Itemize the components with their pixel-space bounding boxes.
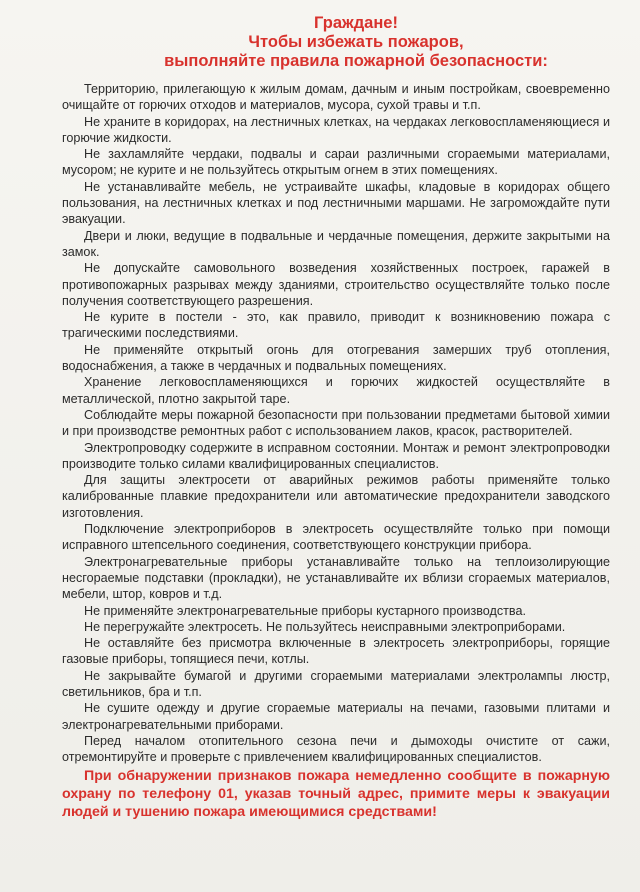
rule-paragraph: Не сушите одежду и другие сгораемые материалы на печами, газовыми плитами и электронагревательными приборами.	[62, 701, 610, 732]
rules-list	[62, 81, 610, 765]
rule-paragraph: Двери и люки, ведущие в подвальные и чердачные помещения, держите закрытыми на замок.	[62, 228, 610, 259]
rule-paragraph: Хранение легковоспламеняющихся и горючих жидкостей осуществляйте в металлической, плотно закрытой таре.	[62, 375, 610, 406]
rule-paragraph: Не допускайте самовольного возведения хозяйственных построек, гаражей в противопожарных разрывах между зданиями, строительство осуществляйте только после получения соответствующего разрешения.	[62, 261, 610, 308]
rule-paragraph: Не захламляйте чердаки, подвалы и сараи различными сгораемыми материалами, мусором; не курите и не пользуйтесь открытым огнем в этих помещениях.	[62, 147, 610, 178]
rule-paragraph: Территорию, прилегающую к жилым домам, дачным и иным постройкам, своевременно очищайте от горючих отходов и материалов, мусора, сухой травы и т.п.	[62, 82, 610, 113]
rule-paragraph: Не применяйте электронагревательные приборы кустарного производства.	[84, 603, 526, 618]
header-line-3: выполняйте правила пожарной безопасности:	[164, 52, 548, 70]
rule-paragraph: Не перегружайте электросеть. Не пользуйтесь неисправными электроприборами.	[84, 619, 566, 634]
rule-paragraph: Для защиты электросети от аварийных режимов работы применяйте только калиброванные плавкие предохранители или автоматические предохранители заводского изготовления.	[62, 473, 610, 520]
rule-paragraph: Электронагревательные приборы устанавливайте только на теплоизолирующие несгораемые подставки (прокладки), не устанавливайте их вблизи сгораемых материалов, мебели, штор, ковров и т.д.	[62, 554, 610, 602]
notice-header	[102, 14, 610, 71]
rule-paragraph: Соблюдайте меры пожарной безопасности при пользовании предметами бытовой химии и при производстве ремонтных работ с использованием лаков, красок, растворителей.	[62, 407, 610, 439]
rule-paragraph: Не применяйте открытый огонь для отогревания замерших труб отопления, водоснабжения, а также в чердачных и подвальных помещениях.	[62, 342, 610, 374]
rule-paragraph: Подключение электроприборов в электросеть осуществляйте только при помощи исправного штепсельного соединения, соответствующего конструкции прибора.	[62, 522, 610, 553]
rule-paragraph: Электропроводку содержите в исправном состоянии. Монтаж и ремонт электропроводки производите только силами квалифицированных специалистов.	[62, 440, 610, 471]
rule-paragraph: Не курите в постели - это, как правило, приводит к возникновению пожара с трагическими последствиями.	[62, 310, 610, 341]
rule-paragraph: Перед началом отопительного сезона печи и дымоходы очистите от сажи, отремонтируйте и проверьте с привлечением квалифицированных специалистов.	[62, 733, 610, 765]
rule-paragraph: Не храните в коридорах, на лестничных клетках, на чердаках легковоспламеняющиеся и горючие жидкости.	[62, 114, 610, 145]
rule-paragraph: Не устанавливайте мебель, не устраивайте шкафы, кладовые в коридорах общего пользования, на лестничных клетках и под лестничными маршами. Не загромождайте пути эвакуации.	[62, 179, 610, 227]
header-line-2: Чтобы избежать пожаров,	[248, 33, 464, 51]
header-line-1: Граждане!	[314, 14, 398, 32]
emergency-warning: При обнаружении признаков пожара немедленно сообщите в пожарную охрану по телефону 01, указав точный адрес, примите меры к эвакуации людей и тушению пожара имеющимися средствами!	[62, 768, 610, 821]
rule-paragraph: Не закрывайте бумагой и другими сгораемыми материалами электролампы люстр, светильников, бра и т.п.	[62, 668, 610, 699]
rule-paragraph: Не оставляйте без присмотра включенные в электросеть электроприборы, горящие газовые приборы, топящиеся печи, котлы.	[62, 636, 610, 667]
